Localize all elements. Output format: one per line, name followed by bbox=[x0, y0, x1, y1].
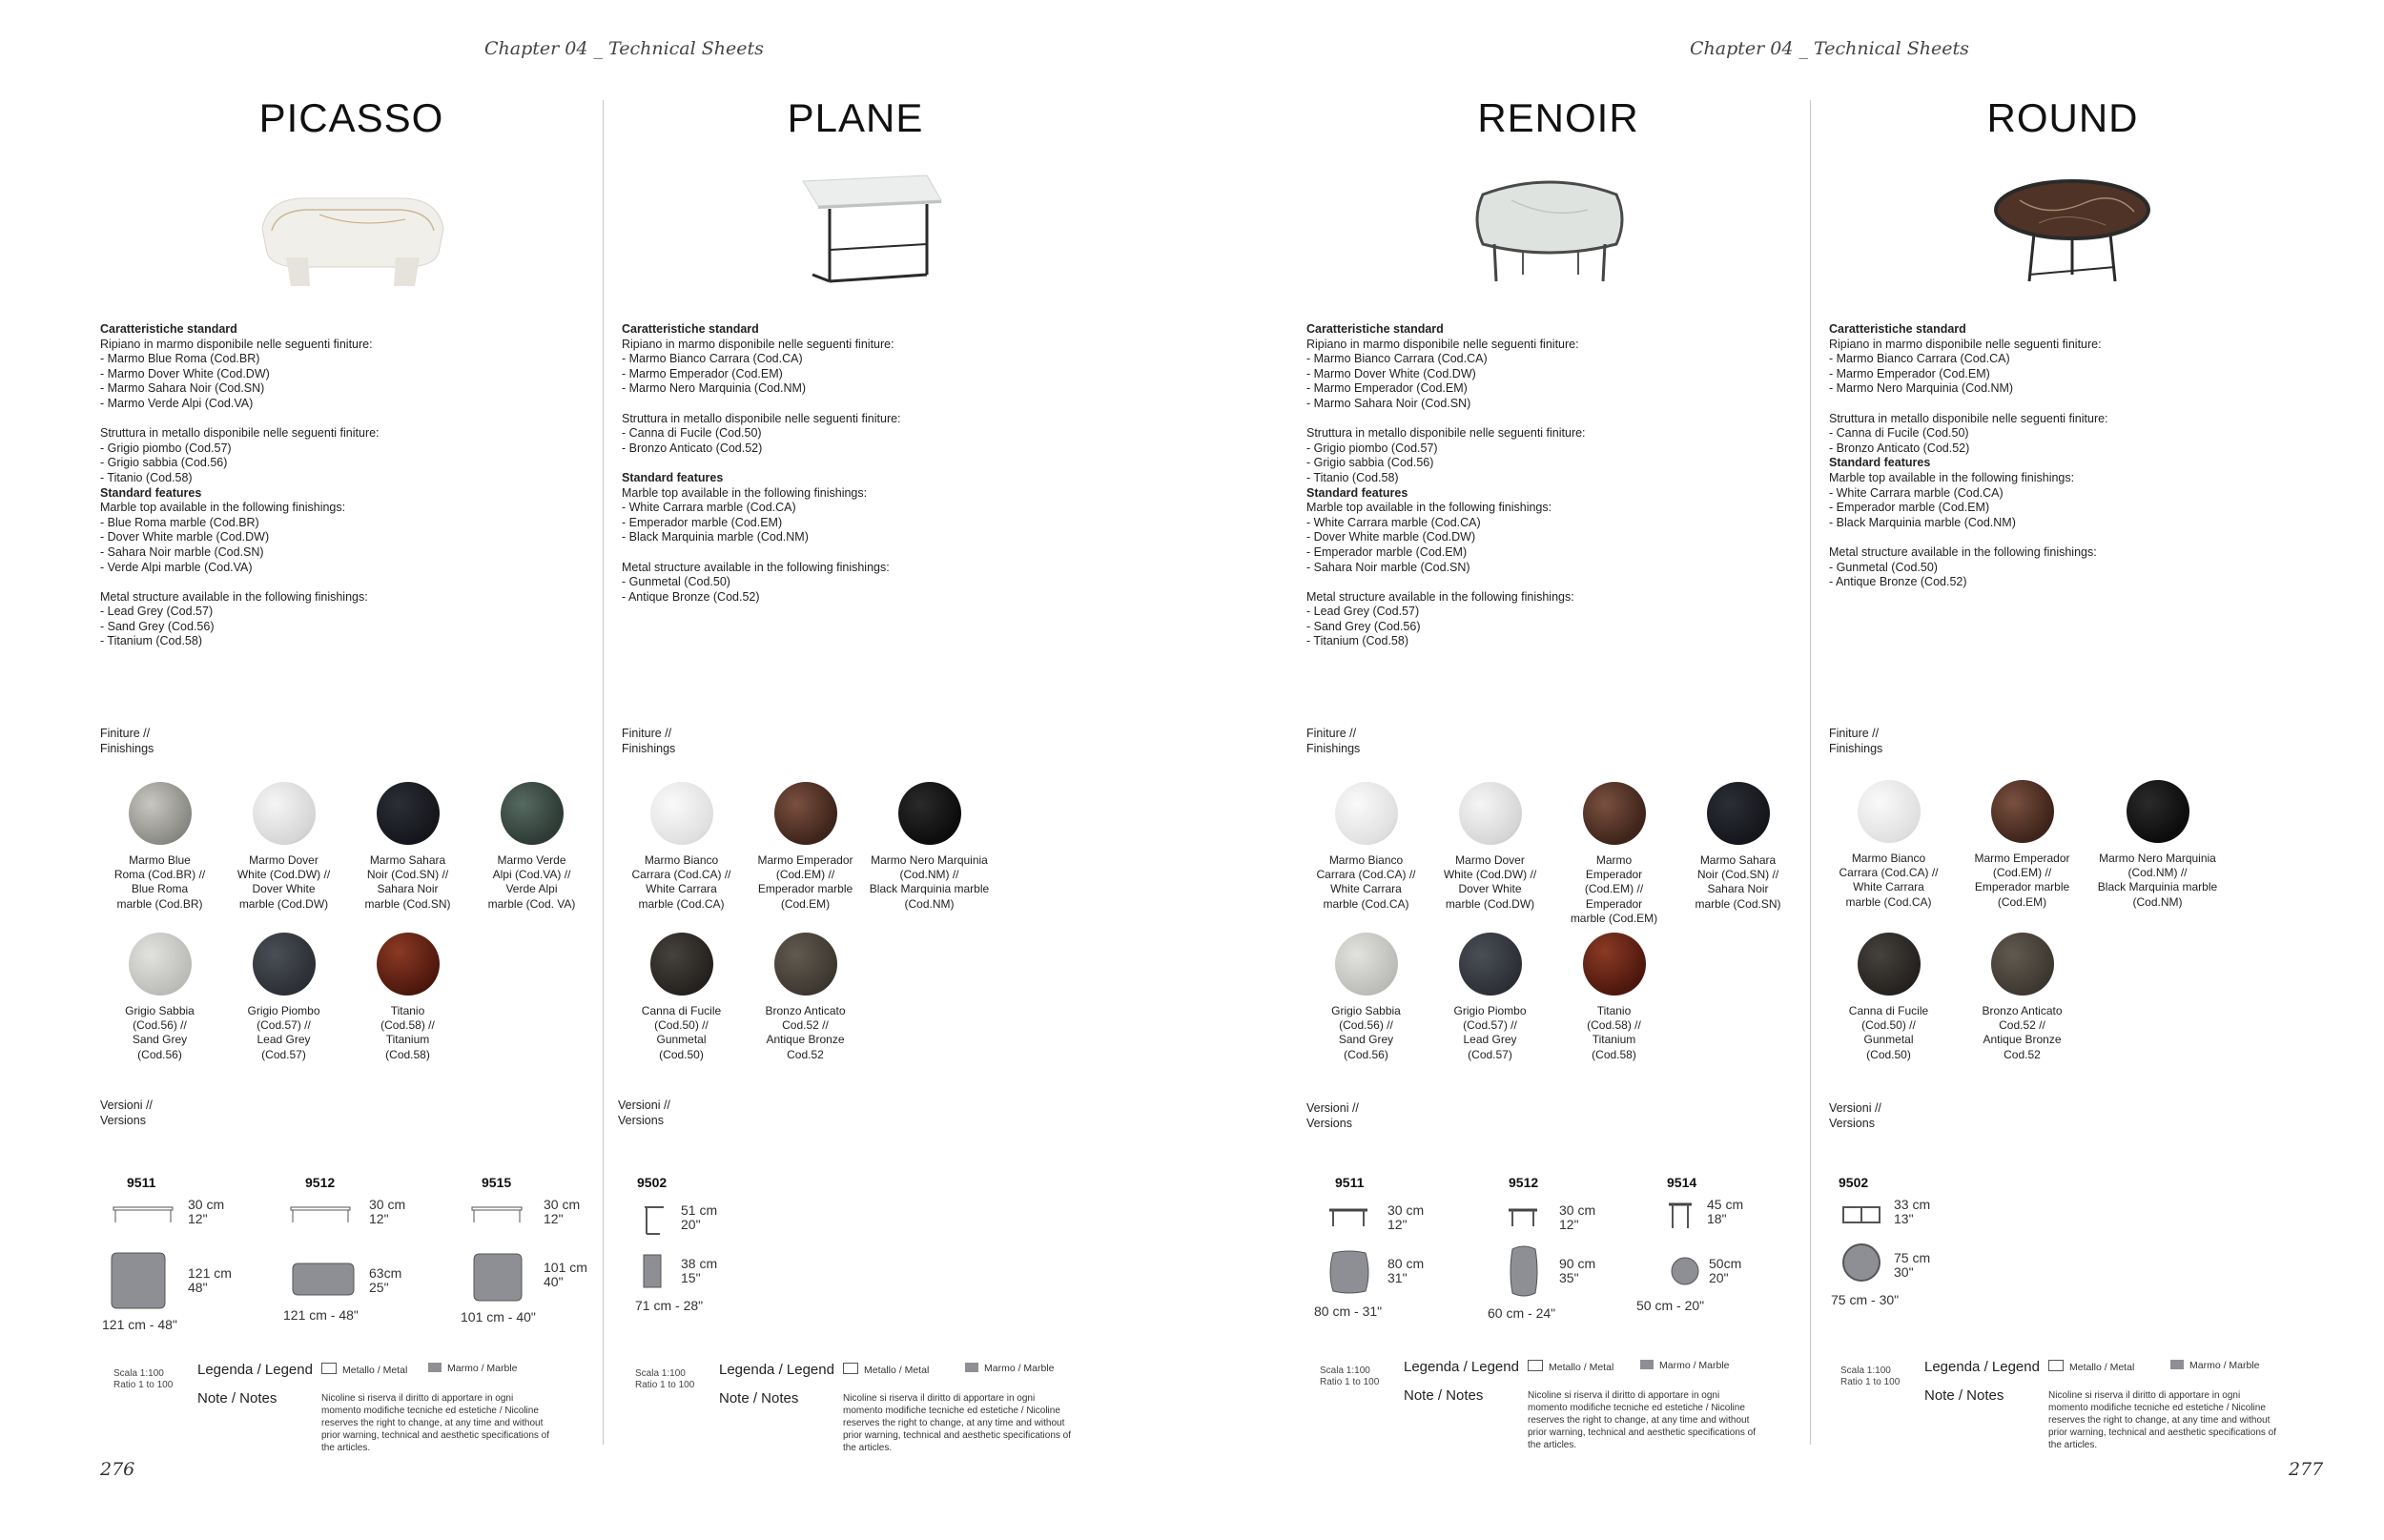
versions-label: Versioni // Versions bbox=[618, 1099, 670, 1127]
version-height: 45 cm 18" bbox=[1707, 1197, 1744, 1226]
version-height: 33 cm 13" bbox=[1894, 1197, 1931, 1226]
version-code: 9512 bbox=[1509, 1175, 1539, 1190]
swatch-circle bbox=[1858, 780, 1921, 843]
en-body: Marble top available in the following finishings: - Blue Roma marble (Cod.BR) - Dover White marble (Cod.DW) - Sahara Noir marble (Cod.SN) - Verde Alpi marble (Cod.VA) Metal structure available in the following finishings: - Lead Grey (Cod.57) - Sand Grey (Cod.56) - Titanium (Cod.58) bbox=[100, 501, 368, 648]
it-body: Ripiano in marmo disponibile nelle seguenti finiture: - Marmo Blue Roma (Cod.BR) - Marmo Dover White (Cod.DW) - Marmo Sahara Noir (Cod.SN) - Marmo Verde Alpi (Cod.VA) Struttura in metallo disponibile nelle seguenti finiture: - Grigio piombo (Cod.57) - Grigio sabbia (Cod.56) - Titanio (Cod.58) bbox=[100, 337, 380, 484]
swatch-label: Titanio (Cod.58) // Titanium (Cod.58) bbox=[380, 1004, 435, 1061]
version-height: 30 cm 12" bbox=[188, 1197, 225, 1226]
product-round bbox=[1829, 0, 2306, 1540]
finish-swatch bbox=[727, 933, 884, 1062]
swatch-circle bbox=[774, 782, 837, 845]
version-top-size: 121 cm - 48" bbox=[283, 1307, 359, 1323]
version-top-size: 71 cm - 28" bbox=[635, 1298, 704, 1313]
version-code: 9512 bbox=[305, 1175, 336, 1190]
swatch-label: Marmo Emperador (Cod.EM) // Emperador marble (Cod.EM) bbox=[757, 853, 853, 911]
en-body: Marble top available in the following finishings: - White Carrara marble (Cod.CA) - Emperador marble (Cod.EM) - Black Marquinia marble (Cod.NM) Metal structure available in the following finishings: - Gunmetal (Cod.50) - Antique Bronze (Cod.52) bbox=[1829, 470, 2097, 589]
product-plane bbox=[618, 0, 1072, 1540]
version-height: 30 cm 12" bbox=[544, 1197, 581, 1226]
marble-key-icon bbox=[2170, 1360, 2184, 1369]
version-width: 121 cm 48" bbox=[188, 1265, 232, 1295]
metal-key-icon bbox=[321, 1363, 337, 1374]
swatch-label: Grigio Piombo (Cod.57) // Lead Grey (Cod.57) bbox=[247, 1004, 320, 1061]
legend-title: Legenda / Legend bbox=[719, 1362, 834, 1378]
product-description bbox=[1306, 322, 1586, 649]
product-title: PLANE bbox=[787, 95, 924, 140]
column-divider bbox=[1810, 100, 1811, 1445]
disclaimer: Nicoline si riserva il diritto di apportare in ogni momento modifiche tecniche ed estetiche / Nicoline reserves the right to change, at any time and without prior warning, technical and aesthetic specifications of the articles. bbox=[843, 1393, 1072, 1453]
legend-metal-label: Metallo / Metal bbox=[1549, 1362, 1614, 1373]
swatch-label: Marmo Verde Alpi (Cod.VA) // Verde Alpi marble (Cod. VA) bbox=[487, 853, 576, 911]
legend-title: Legenda / Legend bbox=[197, 1362, 313, 1378]
version-side-drawing bbox=[470, 1203, 527, 1226]
swatch-circle bbox=[650, 933, 713, 996]
swatch-circle bbox=[2127, 780, 2189, 843]
page-number-right: 277 bbox=[2289, 1459, 2324, 1480]
legend-title: Legenda / Legend bbox=[1404, 1359, 1519, 1375]
swatch-label: Canna di Fucile (Cod.50) // Gunmetal (Cod.50) bbox=[1848, 1004, 1929, 1061]
version-side-drawing bbox=[641, 1203, 669, 1238]
en-heading: Standard features bbox=[1306, 485, 1408, 500]
finishings-label: Finiture // Finishings bbox=[622, 727, 676, 755]
legend-metal bbox=[2048, 1360, 2134, 1373]
version-top-drawing bbox=[1669, 1255, 1701, 1287]
version-top-size: 101 cm - 40" bbox=[461, 1309, 536, 1324]
scale-note: Scala 1:100 Ratio 1 to 100 bbox=[635, 1368, 695, 1390]
notes-title: Note / Notes bbox=[197, 1390, 277, 1407]
product-description bbox=[622, 322, 901, 605]
finish-swatch bbox=[2079, 780, 2236, 910]
version-side-drawing bbox=[1326, 1205, 1373, 1230]
legend-metal bbox=[843, 1363, 929, 1376]
swatch-label: Grigio Sabbia (Cod.56) // Sand Grey (Cod.56) bbox=[1331, 1004, 1401, 1061]
swatch-label: Marmo Dover White (Cod.DW) // Dover White marble (Cod.DW) bbox=[1443, 853, 1537, 911]
disclaimer: Nicoline si riserva il diritto di apportare in ogni momento modifiche tecniche ed estetiche / Nicoline reserves the right to change, at any time and without prior warning, technical and aesthetic specifications of the articles. bbox=[321, 1393, 550, 1453]
legend-metal-label: Metallo / Metal bbox=[864, 1365, 930, 1376]
en-heading: Standard features bbox=[622, 470, 724, 484]
product-photo bbox=[1982, 162, 2163, 296]
finishings-label: Finiture // Finishings bbox=[1829, 727, 1883, 755]
finish-swatch bbox=[453, 782, 610, 912]
legend-metal-label: Metallo / Metal bbox=[342, 1365, 408, 1376]
en-heading: Standard features bbox=[100, 485, 202, 500]
finish-swatch bbox=[1535, 933, 1693, 1062]
product-title: ROUND bbox=[1986, 95, 2139, 140]
version-height: 30 cm 12" bbox=[1387, 1202, 1425, 1232]
swatch-label: Marmo Nero Marquinia (Cod.NM) // Black Marquinia marble (Cod.NM) bbox=[2097, 852, 2218, 909]
versions-label: Versioni // Versions bbox=[1829, 1101, 1881, 1130]
version-top-drawing bbox=[1326, 1249, 1373, 1297]
it-body: Ripiano in marmo disponibile nelle seguenti finiture: - Marmo Bianco Carrara (Cod.CA) - Marmo Dover White (Cod.DW) - Marmo Emperador (Cod.EM) - Marmo Sahara Noir (Cod.SN) Struttura in metallo disponibile nelle seguenti finiture: - Grigio piombo (Cod.57) - Grigio sabbia (Cod.56) - Titanio (Cod.58) bbox=[1306, 337, 1586, 484]
swatch-label: Marmo Bianco Carrara (Cod.CA) // White Carrara marble (Cod.CA) bbox=[1839, 852, 1939, 909]
version-width: 50cm 20" bbox=[1709, 1256, 1742, 1285]
swatch-circle bbox=[129, 933, 192, 996]
version-side-drawing bbox=[1665, 1200, 1697, 1232]
swatch-label: Marmo Sahara Noir (Cod.SN) // Sahara Noir marble (Cod.SN) bbox=[1695, 853, 1781, 911]
legend-marble-label: Marmo / Marble bbox=[447, 1363, 518, 1374]
version-side-drawing bbox=[112, 1203, 178, 1226]
notes-title: Note / Notes bbox=[719, 1390, 799, 1407]
legend-marble-label: Marmo / Marble bbox=[1659, 1360, 1730, 1371]
it-body: Ripiano in marmo disponibile nelle seguenti finiture: - Marmo Bianco Carrara (Cod.CA) - Marmo Emperador (Cod.EM) - Marmo Nero Marquinia (Cod.NM) Struttura in metallo disponibile nelle seguenti finiture: - Canna di Fucile (Cod.50) - Bronzo Anticato (Cod.52) bbox=[622, 337, 901, 455]
swatch-circle bbox=[1459, 782, 1522, 845]
version-code: 9514 bbox=[1667, 1175, 1697, 1190]
version-top-drawing bbox=[110, 1249, 167, 1312]
swatch-label: Titanio (Cod.58) // Titanium (Cod.58) bbox=[1587, 1004, 1641, 1061]
version-height: 51 cm 20" bbox=[681, 1202, 718, 1232]
swatch-label: Bronzo Anticato Cod.52 // Antique Bronze Cod.52 bbox=[1982, 1004, 2063, 1061]
version-code: 9511 bbox=[1335, 1175, 1365, 1190]
notes-title: Note / Notes bbox=[1924, 1387, 2004, 1404]
swatch-circle bbox=[774, 933, 837, 996]
legend-title: Legenda / Legend bbox=[1924, 1359, 2040, 1375]
swatch-circle bbox=[377, 782, 440, 845]
swatch-circle bbox=[253, 933, 316, 996]
chapter-header-right: Chapter 04 _ Technical Sheets bbox=[1690, 38, 1969, 59]
it-heading: Caratteristiche standard bbox=[1306, 322, 1444, 336]
product-title: PICASSO bbox=[258, 95, 444, 140]
scale-note: Scala 1:100 Ratio 1 to 100 bbox=[113, 1368, 174, 1390]
finishings-label: Finiture // Finishings bbox=[100, 727, 154, 755]
swatch-label: Marmo Blue Roma (Cod.BR) // Blue Roma marble (Cod.BR) bbox=[113, 853, 206, 911]
swatch-label: Grigio Sabbia (Cod.56) // Sand Grey (Cod.56) bbox=[125, 1004, 195, 1061]
version-top-drawing bbox=[472, 1251, 525, 1304]
swatch-label: Marmo Bianco Carrara (Cod.CA) // White Carrara marble (Cod.CA) bbox=[631, 853, 731, 911]
versions-label: Versioni // Versions bbox=[1306, 1101, 1359, 1130]
swatch-circle bbox=[1858, 933, 1921, 996]
version-code: 9502 bbox=[1839, 1175, 1869, 1190]
product-photo bbox=[243, 162, 462, 296]
version-width: 101 cm 40" bbox=[544, 1260, 587, 1289]
swatch-label: Marmo Emperador (Cod.EM) // Emperador marble (Cod.EM) bbox=[1974, 852, 2070, 909]
metal-key-icon bbox=[843, 1363, 858, 1374]
en-body: Marble top available in the following finishings: - White Carrara marble (Cod.CA) - Emperador marble (Cod.EM) - Black Marquinia marble (Cod.NM) Metal structure available in the following finishings: - Gunmetal (Cod.50) - Antique Bronze (Cod.52) bbox=[622, 485, 890, 604]
version-height: 30 cm 12" bbox=[369, 1197, 406, 1226]
legend-marble bbox=[965, 1363, 1055, 1374]
version-top-size: 60 cm - 24" bbox=[1488, 1305, 1556, 1321]
versions-label: Versioni // Versions bbox=[100, 1099, 153, 1127]
chapter-header-left: Chapter 04 _ Technical Sheets bbox=[484, 38, 764, 59]
swatch-circle bbox=[1707, 782, 1770, 845]
swatch-label: Grigio Piombo (Cod.57) // Lead Grey (Cod.57) bbox=[1453, 1004, 1527, 1061]
en-body: Marble top available in the following finishings: - White Carrara marble (Cod.CA) - Dover White marble (Cod.DW) - Emperador marble (Cod.EM) - Sahara Noir marble (Cod.SN) Metal structure available in the following finishings: - Lead Grey (Cod.57) - Sand Grey (Cod.56) - Titanium (Cod.58) bbox=[1306, 501, 1574, 648]
it-heading: Caratteristiche standard bbox=[1829, 322, 1966, 336]
column-divider bbox=[603, 100, 604, 1445]
metal-key-icon bbox=[2048, 1360, 2064, 1371]
finish-swatch bbox=[851, 782, 1008, 912]
legend-marble-label: Marmo / Marble bbox=[984, 1363, 1055, 1374]
legend-metal-label: Metallo / Metal bbox=[2069, 1362, 2135, 1373]
it-heading: Caratteristiche standard bbox=[622, 322, 759, 336]
page-number-left: 276 bbox=[100, 1459, 135, 1480]
swatch-label: Marmo Nero Marquinia (Cod.NM) // Black Marquinia marble (Cod.NM) bbox=[869, 853, 990, 911]
version-code: 9515 bbox=[482, 1175, 512, 1190]
product-renoir bbox=[1306, 0, 1810, 1540]
product-picasso bbox=[100, 0, 603, 1540]
swatch-circle bbox=[1335, 782, 1398, 845]
metal-key-icon bbox=[1528, 1360, 1543, 1371]
finishings-label: Finiture // Finishings bbox=[1306, 727, 1361, 755]
swatch-label: Marmo Dover White (Cod.DW) // Dover White marble (Cod.DW) bbox=[236, 853, 331, 911]
version-top-size: 80 cm - 31" bbox=[1314, 1304, 1383, 1319]
version-width: 63cm 25" bbox=[369, 1265, 402, 1295]
swatch-circle bbox=[129, 782, 192, 845]
swatch-circle bbox=[377, 933, 440, 996]
swatch-circle bbox=[1991, 933, 2054, 996]
marble-key-icon bbox=[1640, 1360, 1654, 1369]
swatch-circle bbox=[1991, 780, 2054, 843]
product-photo bbox=[1454, 162, 1645, 296]
version-side-drawing bbox=[1840, 1203, 1884, 1226]
legend-marble-label: Marmo / Marble bbox=[2189, 1360, 2260, 1371]
version-side-drawing bbox=[289, 1203, 356, 1226]
marble-key-icon bbox=[428, 1363, 442, 1372]
product-title: RENOIR bbox=[1477, 95, 1639, 140]
version-height: 30 cm 12" bbox=[1559, 1202, 1596, 1232]
marble-key-icon bbox=[965, 1363, 978, 1372]
swatch-circle bbox=[1459, 933, 1522, 996]
disclaimer: Nicoline si riserva il diritto di apportare in ogni momento modifiche tecniche ed estetiche / Nicoline reserves the right to change, at any time and without prior warning, technical and aesthetic specifications of the articles. bbox=[2048, 1390, 2277, 1450]
legend-marble bbox=[2170, 1360, 2260, 1371]
finish-swatch bbox=[1943, 780, 2101, 910]
swatch-circle bbox=[253, 782, 316, 845]
finish-swatch bbox=[329, 933, 486, 1062]
it-heading: Caratteristiche standard bbox=[100, 322, 237, 336]
scale-note: Scala 1:100 Ratio 1 to 100 bbox=[1840, 1365, 1901, 1387]
legend-metal bbox=[321, 1363, 407, 1376]
notes-title: Note / Notes bbox=[1404, 1387, 1484, 1404]
version-width: 38 cm 15" bbox=[681, 1256, 718, 1285]
it-body: Ripiano in marmo disponibile nelle seguenti finiture: - Marmo Bianco Carrara (Cod.CA) - Marmo Emperador (Cod.EM) - Marmo Nero Marquinia (Cod.NM) Struttura in metallo disponibile nelle seguenti finiture: - Canna di Fucile (Cod.50) - Bronzo Anticato (Cod.52) bbox=[1829, 337, 2108, 455]
swatch-circle bbox=[1335, 933, 1398, 996]
version-code: 9511 bbox=[127, 1175, 156, 1190]
finish-swatch bbox=[1659, 782, 1817, 912]
finish-swatch bbox=[1943, 933, 2101, 1062]
version-top-drawing bbox=[1507, 1243, 1541, 1301]
swatch-circle bbox=[1583, 782, 1646, 845]
product-description bbox=[100, 322, 380, 649]
swatch-label: Canna di Fucile (Cod.50) // Gunmetal (Cod.50) bbox=[641, 1004, 722, 1061]
version-code: 9502 bbox=[637, 1175, 668, 1190]
version-side-drawing bbox=[1505, 1205, 1543, 1230]
product-photo bbox=[784, 162, 956, 296]
swatch-label: Bronzo Anticato Cod.52 // Antique Bronze Cod.52 bbox=[765, 1004, 846, 1061]
version-top-drawing bbox=[1840, 1242, 1884, 1285]
version-top-size: 75 cm - 30" bbox=[1831, 1292, 1900, 1307]
version-width: 90 cm 35" bbox=[1559, 1256, 1596, 1285]
swatch-label: Marmo Bianco Carrara (Cod.CA) // White Carrara marble (Cod.CA) bbox=[1316, 853, 1416, 911]
version-width: 75 cm 30" bbox=[1894, 1250, 1931, 1280]
version-width: 80 cm 31" bbox=[1387, 1256, 1425, 1285]
version-top-size: 121 cm - 48" bbox=[102, 1317, 177, 1332]
version-top-drawing bbox=[291, 1261, 358, 1299]
en-heading: Standard features bbox=[1829, 456, 1931, 470]
legend-metal bbox=[1528, 1360, 1613, 1373]
version-top-size: 50 cm - 20" bbox=[1636, 1298, 1705, 1313]
swatch-circle bbox=[898, 782, 961, 845]
version-top-drawing bbox=[641, 1253, 666, 1291]
swatch-circle bbox=[650, 782, 713, 845]
disclaimer: Nicoline si riserva il diritto di apportare in ogni momento modifiche tecniche ed estetiche / Nicoline reserves the right to change, at any time and without prior warning, technical and aesthetic specifications of the articles. bbox=[1528, 1390, 1757, 1450]
swatch-label: Marmo Emperador (Cod.EM) // Emperador marble (Cod.EM) bbox=[1570, 853, 1658, 925]
swatch-circle bbox=[1583, 933, 1646, 996]
swatch-label: Marmo Sahara Noir (Cod.SN) // Sahara Noir marble (Cod.SN) bbox=[364, 853, 451, 911]
swatch-circle bbox=[501, 782, 564, 845]
legend-marble bbox=[1640, 1360, 1730, 1371]
legend-marble bbox=[428, 1363, 518, 1374]
scale-note: Scala 1:100 Ratio 1 to 100 bbox=[1320, 1365, 1380, 1387]
product-description bbox=[1829, 322, 2108, 590]
